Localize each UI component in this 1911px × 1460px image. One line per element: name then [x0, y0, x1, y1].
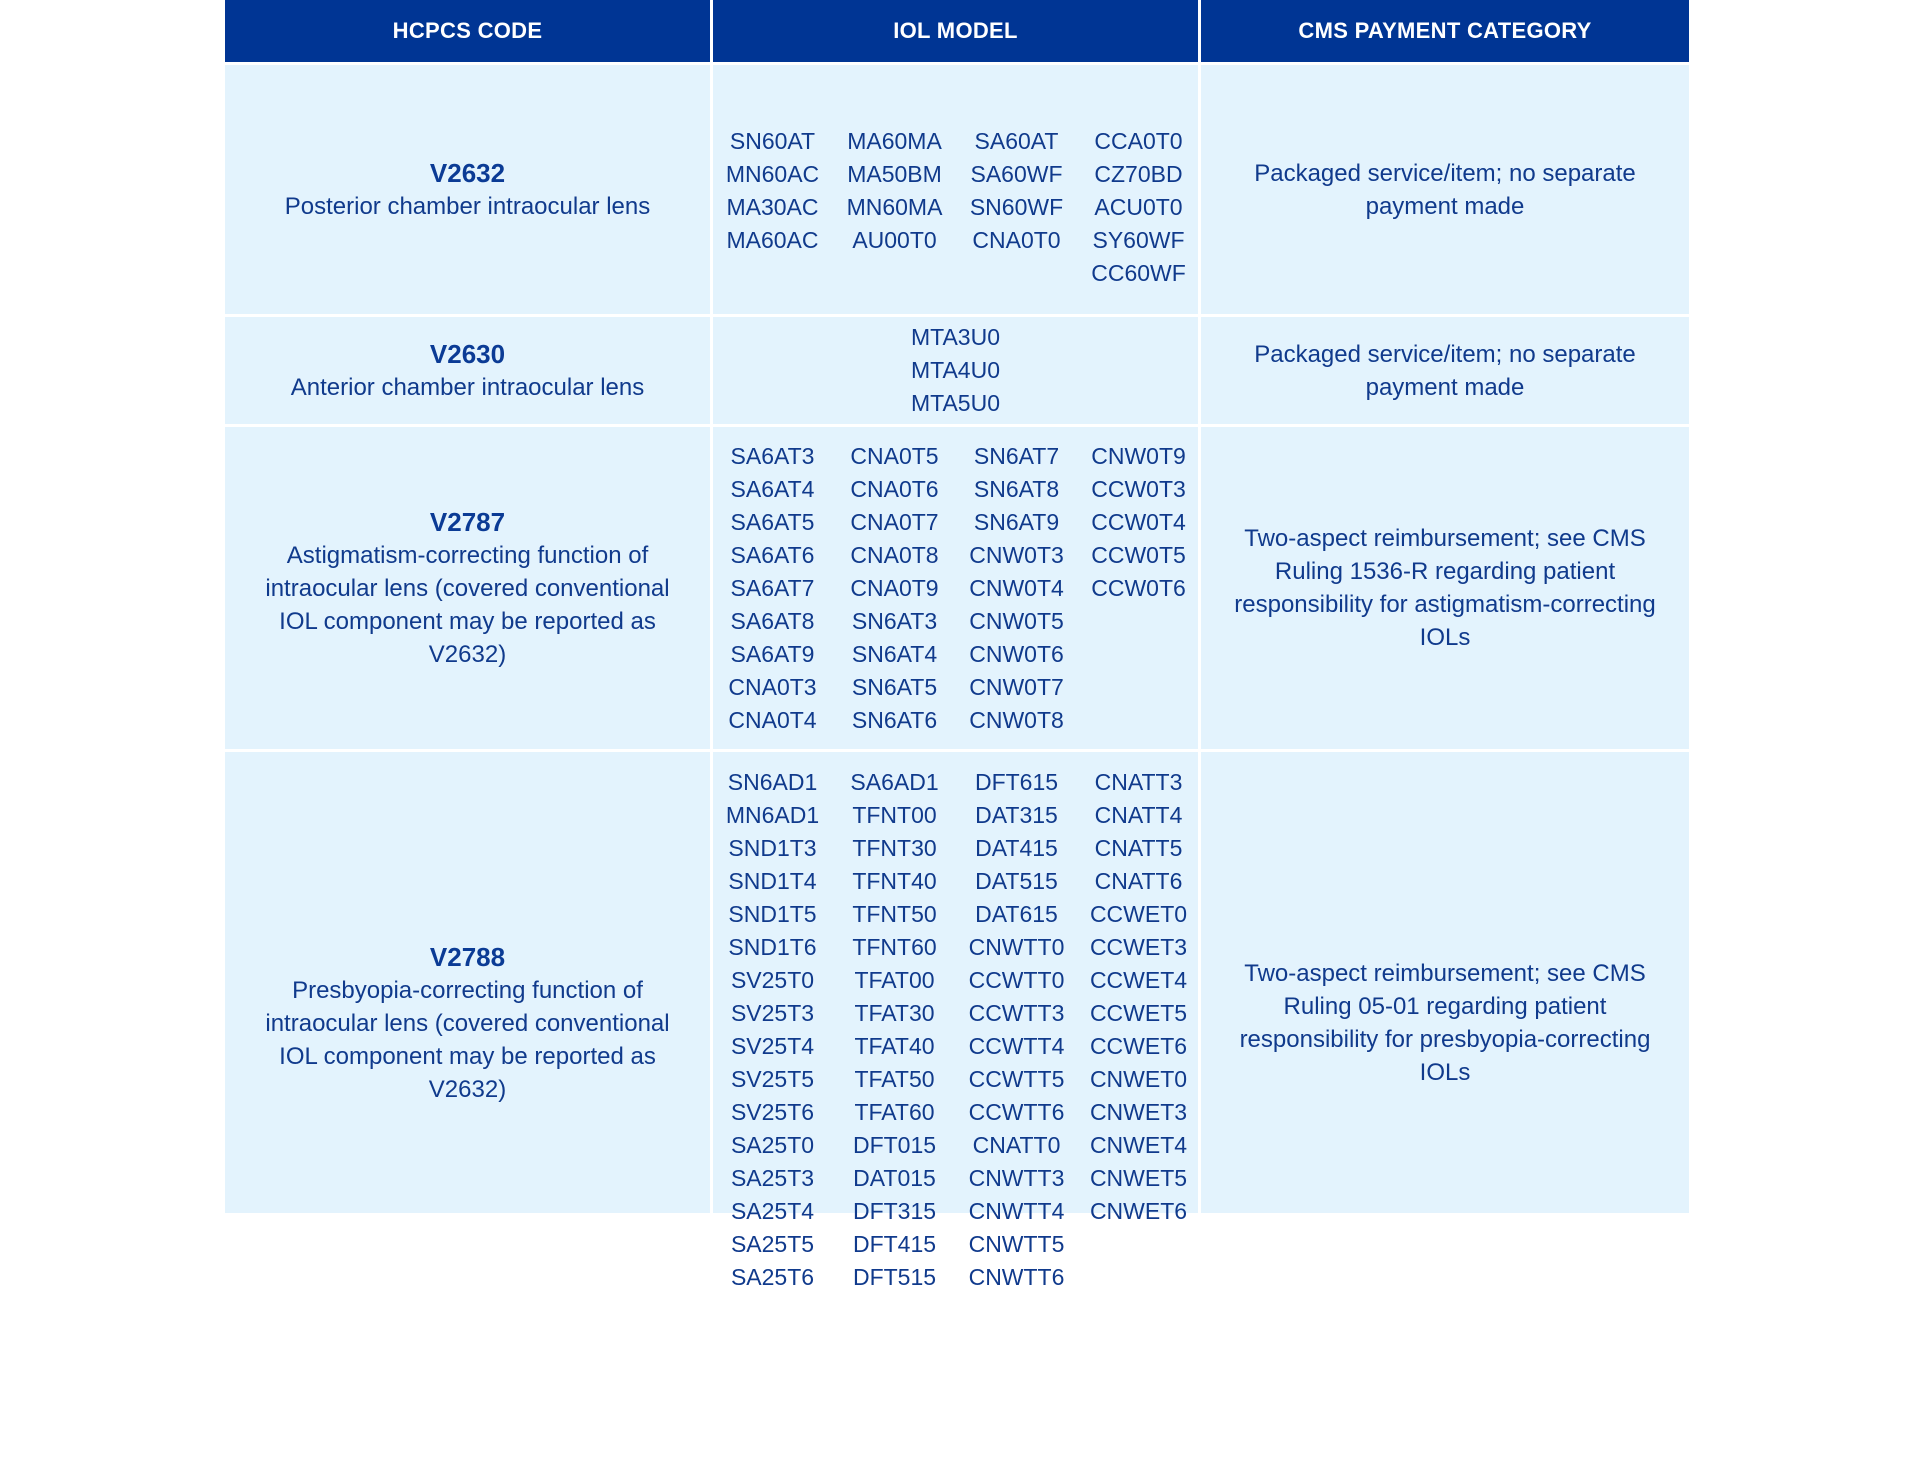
iol-model-column [957, 440, 1077, 737]
iol-model-item: SV25T0 [730, 967, 815, 993]
iol-model-item: CNW0T5 [969, 607, 1064, 634]
iol-model-item: CCW0T4 [1091, 508, 1186, 535]
iol-model-item: SN6AT9 [973, 508, 1060, 535]
iol-model-item: CNA0T3 [728, 673, 817, 700]
iol-model-item: SV25T5 [730, 1066, 815, 1092]
iol-model-item: SV25T3 [730, 1000, 815, 1026]
table-header [225, 0, 1689, 62]
iol-model-item: SA25T3 [730, 1165, 815, 1191]
iol-model-item: CNATT5 [1094, 835, 1183, 861]
iol-model-item: AU00T0 [852, 227, 937, 253]
payment-category: Packaged service/item; no separate payment made [1254, 340, 1636, 401]
iol-model-item: CNWET3 [1089, 1099, 1188, 1125]
iol-model-item: DAT615 [975, 901, 1058, 927]
iol-model-item: TFNT60 [852, 934, 937, 960]
iol-model-item: MA60AC [726, 227, 819, 253]
iol-model-item: MN6AD1 [725, 802, 820, 828]
iol-model-item: TFAT00 [854, 967, 935, 993]
header-iol-model: IOL MODEL [713, 0, 1201, 62]
iol-model-column [1079, 766, 1199, 1294]
iol-model-item: CNA0T7 [850, 508, 939, 535]
iol-model-item: CNWET5 [1089, 1165, 1188, 1191]
iol-model-item: SN6AT4 [851, 640, 938, 667]
iol-model-item: CNATT4 [1094, 802, 1183, 828]
iol-model-item: CNATT0 [972, 1132, 1061, 1158]
iol-model-column [957, 766, 1077, 1294]
header-hcpcs-code: HCPCS CODE [225, 0, 713, 62]
iol-model-item: MN60AC [725, 161, 820, 187]
table-row [225, 62, 1689, 314]
iol-model-item: CNWET0 [1089, 1066, 1188, 1092]
iol-model-item: CNA0T0 [972, 227, 1061, 253]
iol-model-item: SA6AT6 [730, 541, 815, 568]
iol-model-item: CCWTT3 [968, 1000, 1065, 1026]
hcpcs-cell [225, 752, 713, 1294]
iol-model-item: TFAT50 [854, 1066, 935, 1092]
iol-model-item: DFT415 [852, 1231, 937, 1257]
iol-model-item: CNA0T8 [850, 541, 939, 568]
iol-model-item: SA60WF [970, 161, 1063, 187]
iol-model-item: CNWTT3 [968, 1165, 1065, 1191]
iol-model-item: SA25T6 [730, 1264, 815, 1290]
hcpcs-cell [225, 317, 713, 424]
iol-model-cell [713, 65, 1201, 314]
iol-model-cell [713, 427, 1201, 749]
iol-model-item: CNA0T5 [850, 442, 939, 469]
iol-model-item: TFAT60 [854, 1099, 935, 1125]
iol-model-item: SN6AT8 [973, 475, 1060, 502]
iol-model-item: SA25T4 [730, 1198, 815, 1224]
iol-model-item: CNW0T8 [969, 706, 1064, 733]
iol-model-item: DFT615 [974, 769, 1059, 795]
iol-model-item: CNWTT6 [968, 1264, 1065, 1290]
iol-model-item: SND1T6 [728, 934, 817, 960]
iol-model-item: CNWTT4 [968, 1198, 1065, 1224]
iol-model-item: TFNT30 [852, 835, 937, 861]
iol-model-item: SV25T4 [730, 1033, 815, 1059]
iol-model-item: CNA0T6 [850, 475, 939, 502]
iol-model-item: DFT015 [852, 1132, 937, 1158]
hcpcs-code: V2630 [429, 338, 506, 369]
iol-model-column [835, 766, 955, 1294]
iol-model-list [713, 125, 1199, 290]
payment-category: Two-aspect reimbursement; see CMS Ruling 05-01 regarding patient responsibility for presbyopia-correcting IOLs [1239, 960, 1651, 1086]
iol-model-item: CCW0T6 [1091, 574, 1186, 601]
iol-model-item: DAT515 [975, 868, 1058, 894]
iol-model-item: SA6AT9 [730, 640, 815, 667]
iol-model-list [856, 321, 1056, 420]
iol-model-item: SA6AT8 [730, 607, 815, 634]
iol-model-item: MTA4U0 [910, 357, 1001, 383]
iol-model-item: DFT315 [852, 1198, 937, 1224]
iol-model-item: CNW0T3 [969, 541, 1064, 568]
iol-model-item: TFAT30 [854, 1000, 935, 1026]
iol-model-column [835, 440, 955, 737]
iol-model-item: CCWTT6 [968, 1099, 1065, 1125]
iol-model-cell [713, 317, 1201, 424]
iol-model-column [856, 321, 1056, 420]
iol-model-column [713, 440, 833, 737]
iol-model-item: CCA0T0 [1094, 128, 1183, 154]
iol-model-item: SA6AD1 [850, 769, 939, 795]
iol-model-item: CNWET4 [1089, 1132, 1188, 1158]
iol-model-item: CCWTT4 [968, 1033, 1065, 1059]
iol-model-item: CZ70BD [1094, 161, 1183, 187]
iol-model-item: DAT315 [975, 802, 1058, 828]
iol-model-item: MA50BM [847, 161, 942, 187]
iol-model-item: SND1T3 [728, 835, 817, 861]
payment-category: Two-aspect reimbursement; see CMS Ruling 1536-R regarding patient responsibility for astigmatism-correcting IOLs [1234, 525, 1656, 651]
hcpcs-description: Anterior chamber intraocular lens [290, 373, 645, 401]
iol-model-item: CC60WF [1091, 260, 1186, 286]
table-row [225, 314, 1689, 424]
iol-model-item: DAT415 [975, 835, 1058, 861]
hcpcs-code: V2788 [429, 941, 506, 972]
iol-model-item: SY60WF [1092, 227, 1185, 253]
iol-coding-table [225, 0, 1689, 1290]
iol-model-list [713, 766, 1199, 1294]
iol-model-item: CCWTT0 [968, 967, 1065, 993]
iol-model-column [1079, 125, 1199, 290]
iol-model-item: SN60WF [969, 194, 1064, 220]
iol-model-item: MA30AC [726, 194, 819, 220]
iol-model-item: SA60AT [974, 128, 1059, 154]
iol-model-item: MA60MA [847, 128, 942, 154]
iol-model-item: SN6AT6 [851, 706, 938, 733]
iol-model-column [957, 125, 1077, 290]
iol-model-item: CCWET4 [1089, 967, 1188, 993]
iol-model-item: ACU0T0 [1094, 194, 1183, 220]
iol-model-item: TFNT00 [852, 802, 937, 828]
hcpcs-description: Posterior chamber intraocular lens [284, 192, 651, 220]
iol-model-item: CNW0T9 [1091, 442, 1186, 469]
hcpcs-cell [225, 427, 713, 749]
iol-model-item: SN6AT3 [851, 607, 938, 634]
iol-model-cell [713, 752, 1201, 1294]
hcpcs-cell [225, 65, 713, 314]
iol-model-item: SN6AT5 [851, 673, 938, 700]
table-row [225, 749, 1689, 1290]
iol-model-item: CCWET6 [1089, 1033, 1188, 1059]
iol-model-column [713, 125, 833, 290]
payment-category: Packaged service/item; no separate payment made [1254, 159, 1636, 220]
iol-model-item: SV25T6 [730, 1099, 815, 1125]
iol-model-item: MTA3U0 [910, 324, 1001, 350]
iol-model-item: CNW0T4 [969, 574, 1064, 601]
iol-model-item: CNW0T6 [969, 640, 1064, 667]
iol-model-item: CNA0T9 [850, 574, 939, 601]
iol-model-item: CNWTT5 [968, 1231, 1065, 1257]
iol-model-item: MTA5U0 [910, 390, 1001, 416]
iol-model-item: SA6AT7 [730, 574, 815, 601]
hcpcs-description: Astigmatism-correcting function of intraocular lens (covered conventional IOL component may be reported as V2632) [265, 541, 670, 668]
iol-model-item: SA25T0 [730, 1132, 815, 1158]
iol-model-item: DFT515 [852, 1264, 937, 1290]
iol-model-item: CNWET6 [1089, 1198, 1188, 1224]
iol-model-item: CNATT6 [1094, 868, 1183, 894]
iol-model-item: CCWET5 [1089, 1000, 1188, 1026]
iol-model-column [713, 766, 833, 1294]
iol-model-item: MN60MA [846, 194, 943, 220]
iol-model-item: CCW0T3 [1091, 475, 1186, 502]
header-cms-payment-category: CMS PAYMENT CATEGORY [1298, 18, 1592, 43]
iol-model-item: SN6AT7 [973, 442, 1060, 469]
iol-model-item: CCWTT5 [968, 1066, 1065, 1092]
table-row [225, 424, 1689, 749]
iol-model-item: SND1T4 [728, 868, 817, 894]
iol-model-item: TFAT40 [854, 1033, 935, 1059]
iol-model-item: CCWET0 [1089, 901, 1188, 927]
iol-model-item: SA6AT4 [730, 475, 815, 502]
hcpcs-code: V2632 [429, 157, 506, 188]
iol-model-item: CNWTT0 [968, 934, 1065, 960]
iol-model-item: CNA0T4 [728, 706, 817, 733]
iol-model-list [713, 440, 1199, 737]
iol-model-item: CNATT3 [1094, 769, 1183, 795]
iol-model-item: SND1T5 [728, 901, 817, 927]
iol-model-column [1079, 440, 1199, 737]
iol-model-item: SA6AT3 [730, 442, 815, 469]
hcpcs-code: V2787 [429, 506, 506, 537]
iol-model-item: TFNT40 [852, 868, 937, 894]
iol-model-item: CCW0T5 [1091, 541, 1186, 568]
iol-model-item: TFNT50 [852, 901, 937, 927]
iol-model-item: DAT015 [853, 1165, 936, 1191]
iol-model-item: SA25T5 [730, 1231, 815, 1257]
iol-model-column [835, 125, 955, 290]
iol-model-item: SN60AT [729, 128, 816, 154]
iol-model-item: CCWET3 [1089, 934, 1188, 960]
iol-model-item: SA6AT5 [730, 508, 815, 535]
iol-model-item: SN6AD1 [727, 769, 818, 795]
iol-model-item: CNW0T7 [969, 673, 1064, 700]
hcpcs-description: Presbyopia-correcting function of intraocular lens (covered conventional IOL component may be reported as V2632) [265, 976, 670, 1103]
